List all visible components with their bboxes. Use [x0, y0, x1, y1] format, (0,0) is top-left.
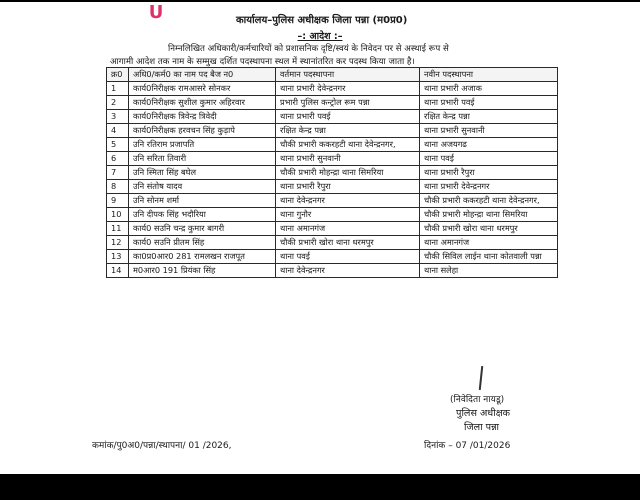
cell-new: थाना प्रभारी अजाक — [420, 82, 558, 96]
cell-serial: 11 — [107, 222, 129, 236]
cell-serial: 4 — [107, 124, 129, 138]
top-edge-bar — [0, 0, 640, 2]
table-row — [107, 82, 558, 96]
cell-serial: 10 — [107, 208, 129, 222]
cell-new: थाना प्रभारी सुनवानी — [420, 124, 558, 138]
order-title: –: आदेश :– — [297, 31, 343, 42]
cell-name: कार्य0 सउनि प्रीतम सिंह — [129, 236, 276, 250]
cell-current: चौकी प्रभारी मोहन्द्रा थाना सिमरिया — [276, 166, 420, 180]
header-new-posting: नवीन पदस्थापना — [420, 68, 558, 82]
cell-new: थाना प्रभारी रैपुरा — [420, 166, 558, 180]
cell-new: थाना अमानगंज — [420, 236, 558, 250]
table-row — [107, 236, 558, 250]
cell-serial: 14 — [107, 264, 129, 278]
order-reference: कमांक/पु0अ0/पन्ना/स्थापना/ 01 /2026, — [92, 441, 232, 451]
cell-new: चौकी प्रभारी खोरा थाना धरमपुर — [420, 222, 558, 236]
cell-current: थाना अमानगंज — [276, 222, 420, 236]
cell-serial: 3 — [107, 110, 129, 124]
table-row — [107, 208, 558, 222]
bottom-edge-bar — [0, 474, 640, 500]
cell-new: थाना अजयगढ — [420, 138, 558, 152]
cell-serial: 12 — [107, 236, 129, 250]
table-header-row — [107, 68, 558, 82]
cell-name: कार्य0निरीक्षक रामआसरे सोनकर — [129, 82, 276, 96]
table-row — [107, 124, 558, 138]
cell-current: थाना प्रभारी रैपुरा — [276, 180, 420, 194]
cell-current: थाना देवेन्द्रनगर — [276, 194, 420, 208]
table-row — [107, 166, 558, 180]
cell-current: रक्षित केन्द्र पन्ना — [276, 124, 420, 138]
signatory-designation: पुलिस अधीक्षक — [456, 408, 510, 419]
header-name: अधि0/कर्म0 का नाम पद बैज न0 — [129, 68, 276, 82]
order-date: दिनांक – 07 /01/2026 — [424, 441, 511, 451]
cell-serial: 2 — [107, 96, 129, 110]
cell-current: थाना प्रभारी देवेन्द्रनगर — [276, 82, 420, 96]
cell-name: उनि रतिराम प्रजापति — [129, 138, 276, 152]
logo-mark: U — [148, 2, 164, 23]
cell-serial: 6 — [107, 152, 129, 166]
table-row — [107, 264, 558, 278]
cell-current: थाना प्रभारी सुनवानी — [276, 152, 420, 166]
cell-serial: 7 — [107, 166, 129, 180]
cell-new: चौकी सिविल लाईन थाना कोतवाली पन्ना — [420, 250, 558, 264]
cell-serial: 9 — [107, 194, 129, 208]
cell-name: उनि सोनम शर्मा — [129, 194, 276, 208]
table-row — [107, 180, 558, 194]
cell-new: चौकी प्रभारी मोहन्द्रा थाना सिमरिया — [420, 208, 558, 222]
intro-paragraph — [110, 43, 550, 69]
table-row — [107, 138, 558, 152]
table-row — [107, 194, 558, 208]
cell-name: कार्य0निरीक्षक हरवचन सिंह कुड़ापे — [129, 124, 276, 138]
cell-new: थाना प्रभारी पवई — [420, 96, 558, 110]
cell-new: थाना सलेहा — [420, 264, 558, 278]
cell-name: का0प्र0आर0 281 रामलखन राजपूत — [129, 250, 276, 264]
cell-current: प्रभारी पुलिस कन्ट्रोल रूम पन्ना — [276, 96, 420, 110]
intro-line-1: निम्नलिखित अधिकारी/कर्मचारियों को प्रशासनिक दृष्टि/स्वयं के निवेदन पर से अस्थाई रूप से — [168, 44, 449, 54]
transfer-table — [106, 67, 558, 278]
cell-name: कार्य0 सउनि चन्द्र कुमार बागरी — [129, 222, 276, 236]
cell-new: थाना प्रभारी देवेन्द्रनगर — [420, 180, 558, 194]
cell-name: कार्य0निरीक्षक सुशील कुमार अहिरवार — [129, 96, 276, 110]
signatory-block — [450, 393, 570, 435]
table-row — [107, 152, 558, 166]
cell-serial: 1 — [107, 82, 129, 96]
cell-new: थाना पवई — [420, 152, 558, 166]
cell-name: उनि संतोष यादव — [129, 180, 276, 194]
cell-name: कार्य0निरीक्षक त्रिवेन्द्र त्रिवेदी — [129, 110, 276, 124]
cell-serial: 8 — [107, 180, 129, 194]
cell-name: उनि स्मिता सिंह बघेल — [129, 166, 276, 180]
header-current-posting: वर्तमान पदस्थापना — [276, 68, 420, 82]
intro-line-2: आगामी आदेश तक नाम के सम्मुख दर्शित पदस्थापना स्थल में स्थानांतरित कर पदस्थ किया जाता है। — [110, 57, 415, 67]
cell-serial: 13 — [107, 250, 129, 264]
cell-name: उनि सरिता तिवारी — [129, 152, 276, 166]
signatory-name: (निवेदिता नायडू) — [450, 395, 505, 405]
cell-current: थाना प्रभारी पवई — [276, 110, 420, 124]
office-title: कार्यालय–पुलिस अधीक्षक जिला पन्ना (म0प्र0) — [236, 15, 408, 26]
cell-current: थाना गुनौर — [276, 208, 420, 222]
table-row — [107, 96, 558, 110]
header-serial: क्र0 — [107, 68, 129, 82]
cell-current: थाना पवई — [276, 250, 420, 264]
signature-mark — [479, 366, 483, 390]
cell-current: चौकी प्रभारी खोरा थाना धरमपुर — [276, 236, 420, 250]
cell-new: रक्षित केन्द्र पन्ना — [420, 110, 558, 124]
table-row — [107, 250, 558, 264]
cell-current: थाना देवेन्द्रनगर — [276, 264, 420, 278]
cell-current: चौकी प्रभारी ककरहटी थाना देवेन्द्रनगर, — [276, 138, 420, 152]
signatory-district: जिला पन्ना — [464, 422, 500, 433]
cell-name: म0आर0 191 प्रियंका सिंह — [129, 264, 276, 278]
table-row — [107, 110, 558, 124]
cell-name: उनि दीपक सिंह भदौरिया — [129, 208, 276, 222]
cell-new: चौकी प्रभारी ककरहटी थाना देवेन्द्रनगर, — [420, 194, 558, 208]
table-row — [107, 222, 558, 236]
cell-serial: 5 — [107, 138, 129, 152]
